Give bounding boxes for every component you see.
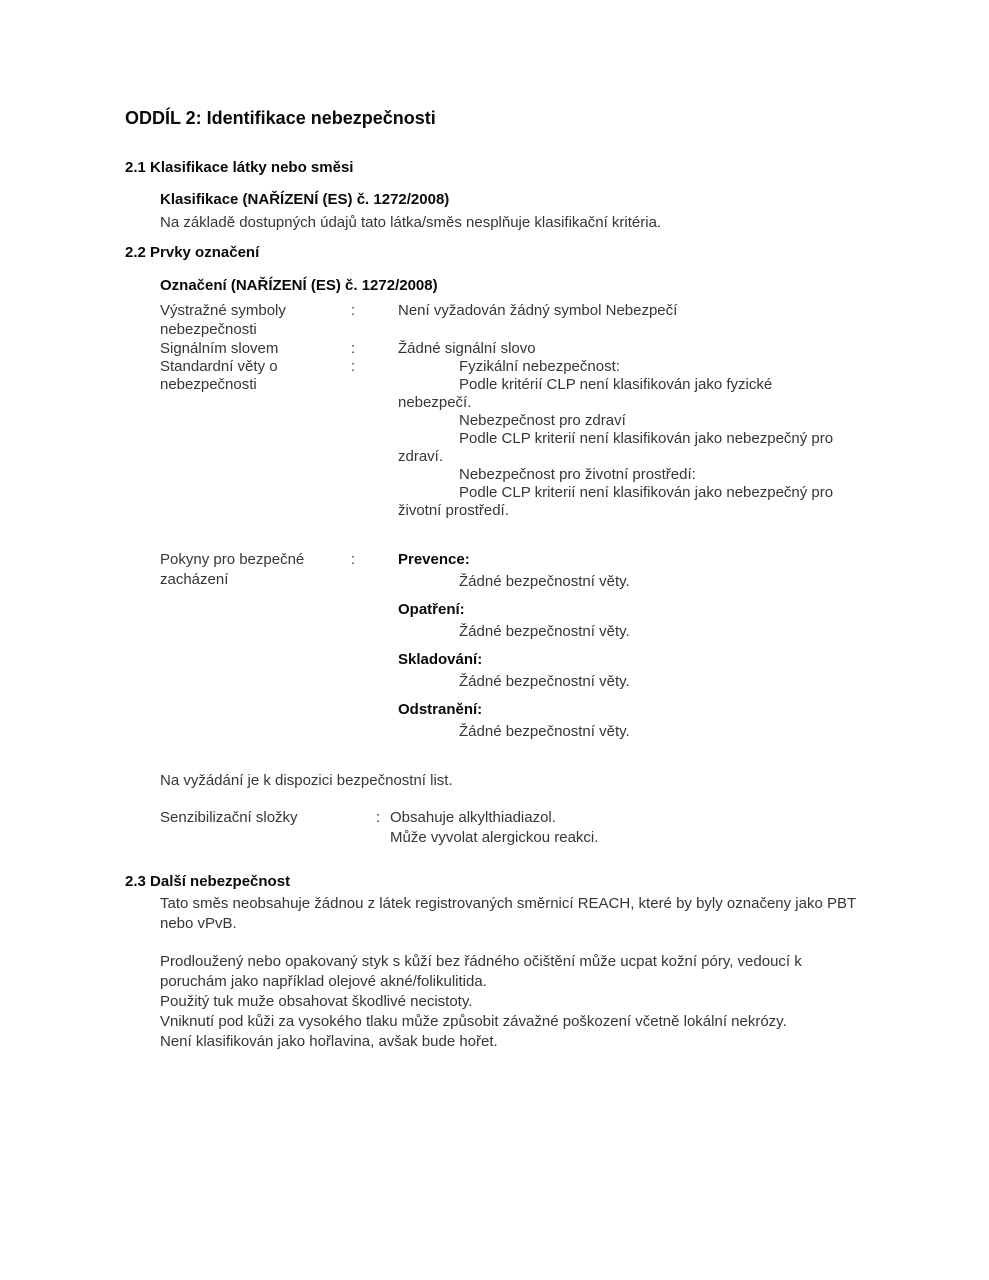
other-hazards-paragraph: Není klasifikován jako hořlavina, avšak bude hořet.	[160, 1033, 498, 1050]
statement-line: Podle CLP kriterií není klasifikován jako nebezpečný pro zdraví.	[398, 430, 834, 465]
labeling-subheading: Označení (NAŘÍZENÍ (ES) č. 1272/2008)	[160, 277, 438, 294]
sensitizing-label: Senzibilizační složky	[160, 809, 298, 826]
precaution-group-text: Žádné bezpečnostní věty.	[459, 623, 630, 640]
section-2-title: ODDÍL 2: Identifikace nebezpečnosti	[125, 108, 436, 128]
heading-2-3: 2.3 Další nebezpečnost	[125, 873, 291, 890]
other-hazards-paragraph: Prodloužený nebo opakovaný styk s kůží bez řádného očištění může ucpat kožní póry, vedoucí k poruchám jako například olejové akné/folikulitida.	[160, 953, 802, 990]
row-sensitizing-components	[160, 808, 871, 848]
other-hazards-body	[160, 894, 871, 1052]
sds-availability-note: Na vyžádání je k dispozici bezpečnostní list.	[160, 772, 453, 789]
precaution-group-text: Žádné bezpečnostní věty.	[459, 723, 630, 740]
hazard-statements-label: Standardní věty o nebezpečnosti	[160, 358, 278, 393]
colon-separator: :	[351, 358, 356, 375]
hazard-symbols-value: Není vyžadován žádný symbol Nebezpečí	[398, 302, 678, 319]
signal-word-label: Signálním slovem	[160, 340, 279, 357]
precaution-group-text: Žádné bezpečnostní věty.	[459, 573, 630, 590]
precaution-group-storage	[398, 650, 838, 692]
colon-separator: :	[351, 340, 356, 357]
colon-separator: :	[376, 809, 381, 826]
colon-separator: :	[351, 302, 356, 319]
statement-line: Nebezpečnost pro životní prostředí:	[459, 466, 696, 483]
colon-separator: :	[351, 551, 356, 568]
statement-line: Podle CLP kriterií není klasifikován jako nebezpečný pro životní prostředí.	[398, 484, 834, 519]
precaution-group-disposal	[398, 700, 838, 742]
precaution-group-heading: Prevence:	[398, 551, 470, 568]
statement-line: Fyzikální nebezpečnost:	[459, 358, 620, 375]
other-hazards-paragraph: Vniknutí pod kůži za vysokého tlaku může způsobit závažné poškození včetně lokální nekrózy.	[160, 1013, 787, 1030]
heading-2-1: 2.1 Klasifikace látky nebo směsi	[125, 159, 354, 176]
precaution-group-prevention	[398, 550, 838, 592]
row-precautionary-statements	[160, 550, 871, 750]
classification-subheading: Klasifikace (NAŘÍZENÍ (ES) č. 1272/2008)	[160, 191, 450, 208]
hazard-statements-value	[398, 358, 838, 520]
precaution-group-response	[398, 600, 838, 642]
statement-line: Nebezpečnost pro zdraví	[459, 412, 626, 429]
other-hazards-paragraph: Tato směs neobsahuje žádnou z látek registrovaných směrnicí REACH, které by byly označeny jako PBT nebo vPvB.	[160, 895, 856, 932]
row-hazard-symbols	[160, 301, 871, 339]
precautionary-value	[398, 550, 838, 750]
sensitizing-line: Může vyvolat alergickou reakci.	[390, 829, 599, 846]
row-signal-word	[160, 339, 871, 358]
hazard-symbols-label: Výstražné symboly nebezpečnosti	[160, 302, 286, 338]
classification-statement: Na základě dostupných údajů tato látka/směs nesplňuje klasifikační kritéria.	[160, 214, 662, 231]
row-hazard-statements	[160, 358, 871, 520]
statement-line: Podle kritérií CLP není klasifikován jako fyzické nebezpečí.	[398, 376, 773, 411]
precaution-group-heading: Opatření:	[398, 601, 465, 618]
precaution-group-heading: Skladování:	[398, 651, 483, 668]
sensitizing-value	[390, 808, 871, 848]
precaution-group-heading: Odstranění:	[398, 701, 483, 718]
signal-word-value: Žádné signální slovo	[398, 340, 536, 357]
precautionary-label: Pokyny pro bezpečné zacházení	[160, 551, 305, 588]
precaution-group-text: Žádné bezpečnostní věty.	[459, 673, 630, 690]
other-hazards-paragraph: Použitý tuk muže obsahovat škodlivé necistoty.	[160, 993, 473, 1010]
sensitizing-line: Obsahuje alkylthiadiazol.	[390, 809, 556, 826]
heading-2-2: 2.2 Prvky označení	[125, 244, 260, 261]
